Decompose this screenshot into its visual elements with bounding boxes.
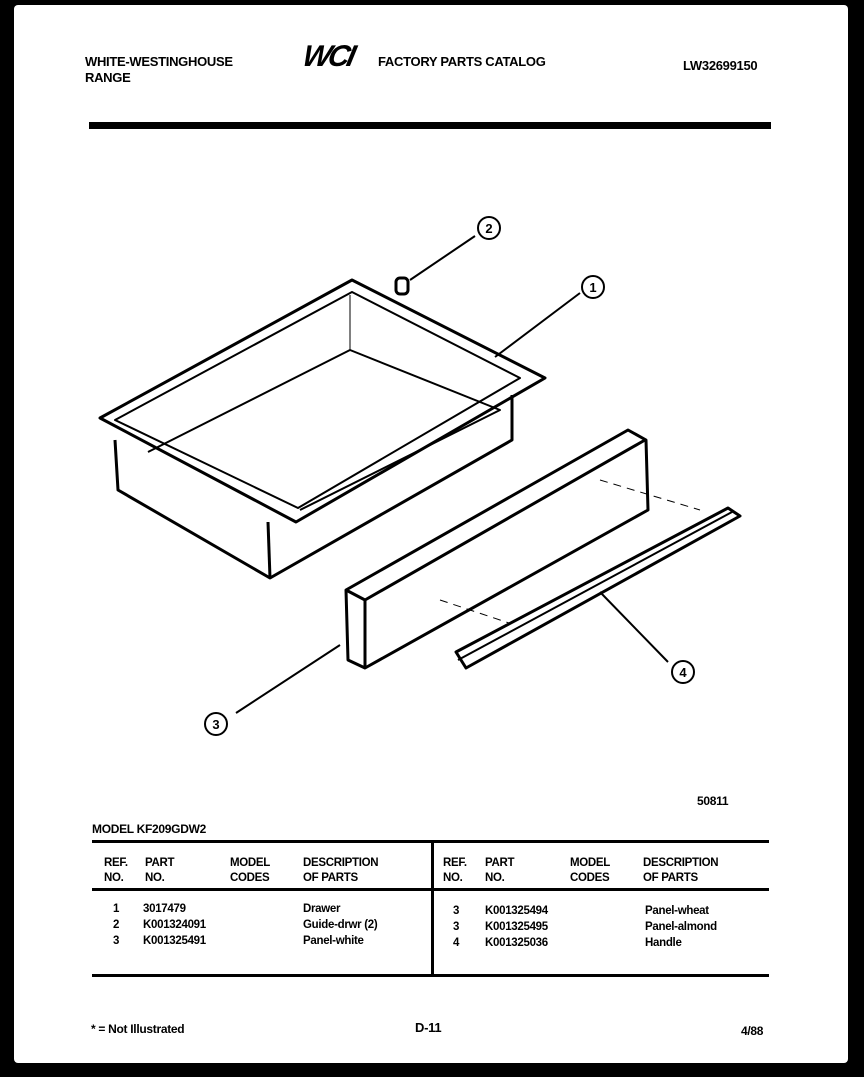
header-description: OF PARTS [643,872,698,884]
part-cell: K001325495 [485,921,548,933]
ref-cell: 3 [453,905,460,917]
header-ref: NO. [104,872,124,884]
header-part: PART [145,857,175,869]
brand-name: WHITE-WESTINGHOUSE [85,54,233,69]
catalog-number: LW32699150 [683,58,758,73]
header-part: NO. [485,872,505,884]
callout-2: 2 [485,221,493,236]
part-cell: K001324091 [143,919,206,931]
description-cell: Drawer [303,903,341,915]
ref-cell: 1 [113,903,120,915]
description-cell: Guide-drwr (2) [303,919,378,931]
table-divider [431,840,434,977]
ref-cell: 3 [453,921,460,933]
header-ref: NO. [443,872,463,884]
ref-cell: 3 [113,935,120,947]
product-type: RANGE [85,70,131,85]
page-number: D-11 [415,1020,442,1035]
catalog-title: FACTORY PARTS CATALOG [378,54,546,69]
not-illustrated-note: * = Not Illustrated [91,1022,185,1036]
wci-logo: WCI [299,40,356,73]
header-codes: CODES [570,872,610,884]
part-cell: 3017479 [143,903,186,915]
callout-4: 4 [679,665,687,680]
drawer-guide-part [396,278,408,294]
header-description: DESCRIPTION [643,857,719,869]
header-ref: REF. [443,857,467,869]
header-ref: REF. [104,857,128,869]
header-codes: CODES [230,872,270,884]
figure-number: 50811 [697,794,729,808]
ref-cell: 2 [113,919,120,931]
header-codes: MODEL [230,857,271,869]
catalog-date: 4/88 [741,1024,764,1038]
model-label: MODEL KF209GDW2 [92,822,206,836]
part-cell: K001325036 [485,937,548,949]
header-codes: MODEL [570,857,611,869]
description-cell: Panel-almond [645,921,717,933]
part-cell: K001325491 [143,935,206,947]
header-part: NO. [145,872,165,884]
header-part: PART [485,857,515,869]
callout-3: 3 [212,717,220,732]
description-cell: Panel-wheat [645,905,709,917]
header-description: DESCRIPTION [303,857,379,869]
part-cell: K001325494 [485,905,548,917]
description-cell: Panel-white [303,935,364,947]
description-cell: Handle [645,937,682,949]
callout-1: 1 [589,280,597,295]
ref-cell: 4 [453,937,460,949]
header-description: OF PARTS [303,872,358,884]
